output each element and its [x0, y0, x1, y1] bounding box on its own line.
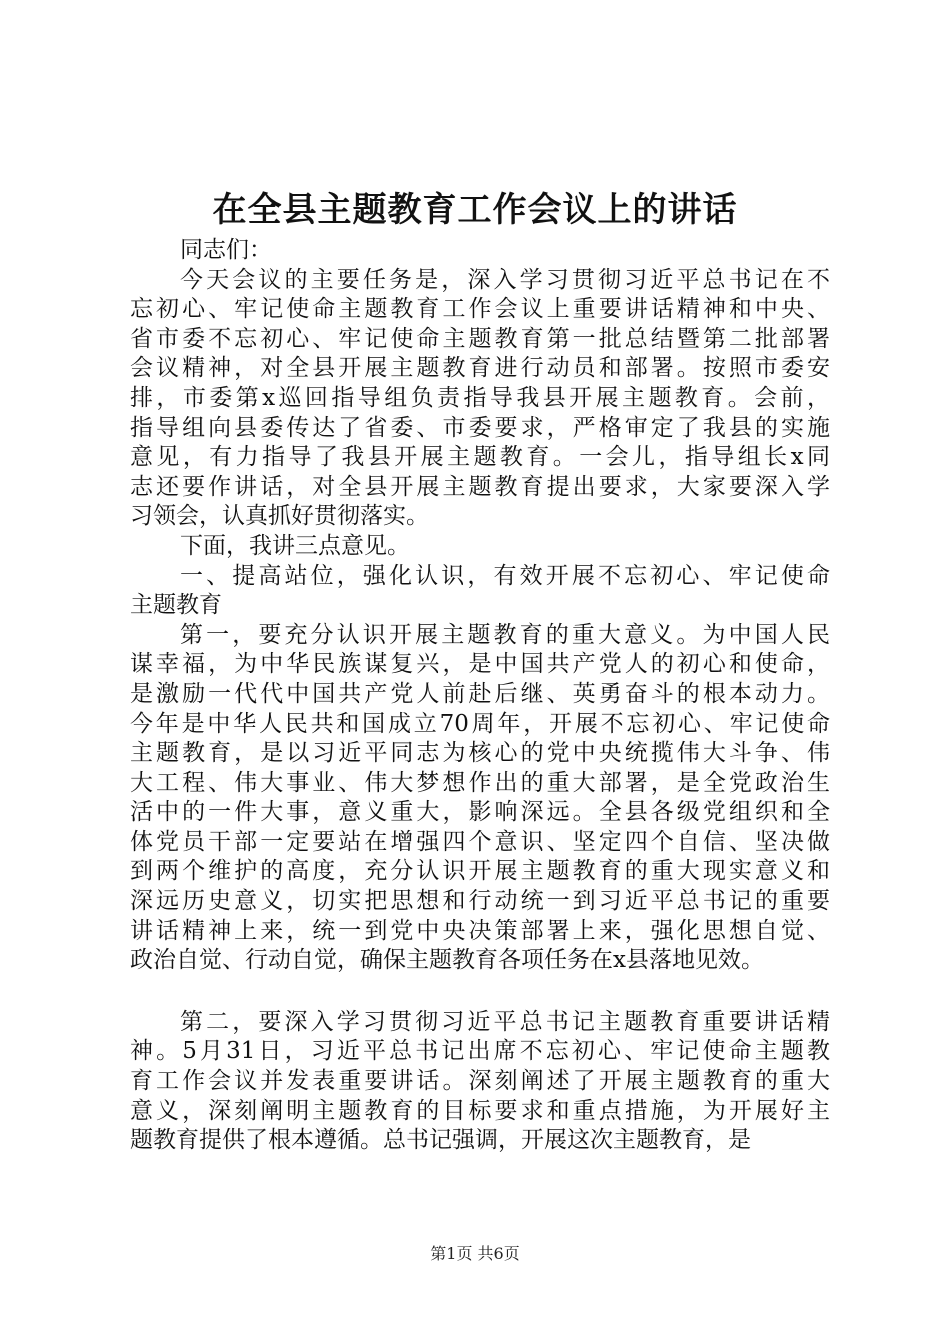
paragraph — [130, 1008, 830, 1156]
text-line: 题教育提供了根本遵循。总书记强调，开展这次主题教育，是 — [130, 1127, 751, 1154]
text-line: 指导组向县委传达了省委、市委要求，严格审定了我县的实施 — [130, 414, 830, 441]
text-line: 深远历史意义，切实把思想和行动统一到习近平总书记的重要 — [130, 888, 830, 915]
paragraph — [130, 621, 830, 976]
text-line: 今年是中华人民共和国成立70周年，开展不忘初心、牢记使命 — [130, 710, 830, 737]
text-line: 今天会议的主要任务是，深入学习贯彻习近平总书记在不 — [180, 266, 830, 293]
text-line: 政治自觉、行动自觉，确保主题教育各项任务在x县落地见效。 — [130, 947, 764, 974]
text-line: 省市委不忘初心、牢记使命主题教育第一批总结暨第二批部署 — [130, 325, 830, 352]
text-line: 忘初心、牢记使命主题教育工作会议上重要讲话精神和中央、 — [130, 296, 830, 323]
text-line: 育工作会议并发表重要讲话。深刻阐述了开展主题教育的重大 — [130, 1068, 830, 1095]
text-line: 会议精神，对全县开展主题教育进行动员和部署。按照市委安 — [130, 355, 830, 382]
text-line: 第一，要充分认识开展主题教育的重大意义。为中国人民 — [180, 621, 830, 648]
text-line: 体党员干部一定要站在增强四个意识、坚定四个自信、坚决做 — [130, 828, 830, 855]
paragraph — [130, 266, 830, 532]
text-line: 一、提高站位，强化认识，有效开展不忘初心、牢记使命 — [180, 562, 830, 589]
text-line: 主题教育，是以习近平同志为核心的党中央统揽伟大斗争、伟 — [130, 740, 830, 767]
text-line: 神。5月31日，习近平总书记出席不忘初心、牢记使命主题教 — [130, 1038, 830, 1065]
document-body — [130, 236, 830, 1156]
text-line: 排，市委第x巡回指导组负责指导我县开展主题教育。会前， — [130, 384, 830, 411]
text-line: 意见，有力指导了我县开展主题教育。一会儿，指导组长x同 — [130, 444, 830, 471]
text-line: 主题教育 — [130, 592, 222, 619]
page-footer: 第1页 共6页 — [430, 1244, 520, 1263]
text-line: 下面，我讲三点意见。 — [180, 532, 410, 559]
document-title: 在全县主题教育工作会议上的讲话 — [212, 190, 738, 230]
text-line: 是激励一代代中国共产党人前赴后继、英勇奋斗的根本动力。 — [130, 680, 830, 707]
text-line: 讲话精神上来，统一到党中央决策部署上来，强化思想自觉、 — [130, 917, 830, 944]
text-line: 活中的一件大事，意义重大，影响深远。全县各级党组织和全 — [130, 799, 830, 826]
text-line: 到两个维护的高度，充分认识开展主题教育的重大现实意义和 — [130, 858, 830, 885]
paragraph — [130, 532, 830, 562]
text-line: 第二，要深入学习贯彻习近平总书记主题教育重要讲话精 — [180, 1008, 830, 1035]
text-line: 意义，深刻阐明主题教育的目标要求和重点措施，为开展好主 — [130, 1097, 830, 1124]
paragraph-gap — [130, 976, 830, 1008]
text-line: 谋幸福，为中华民族谋复兴，是中国共产党人的初心和使命， — [130, 651, 830, 678]
paragraph — [130, 562, 830, 621]
paragraph — [130, 236, 830, 266]
text-line: 大工程、伟大事业、伟大梦想作出的重大部署，是全党政治生 — [130, 769, 830, 796]
text-line: 志还要作讲话，对全县开展主题教育提出要求，大家要深入学 — [130, 473, 830, 500]
text-line: 习领会，认真抓好贯彻落实。 — [130, 503, 429, 530]
text-line: 同志们： — [180, 237, 272, 263]
